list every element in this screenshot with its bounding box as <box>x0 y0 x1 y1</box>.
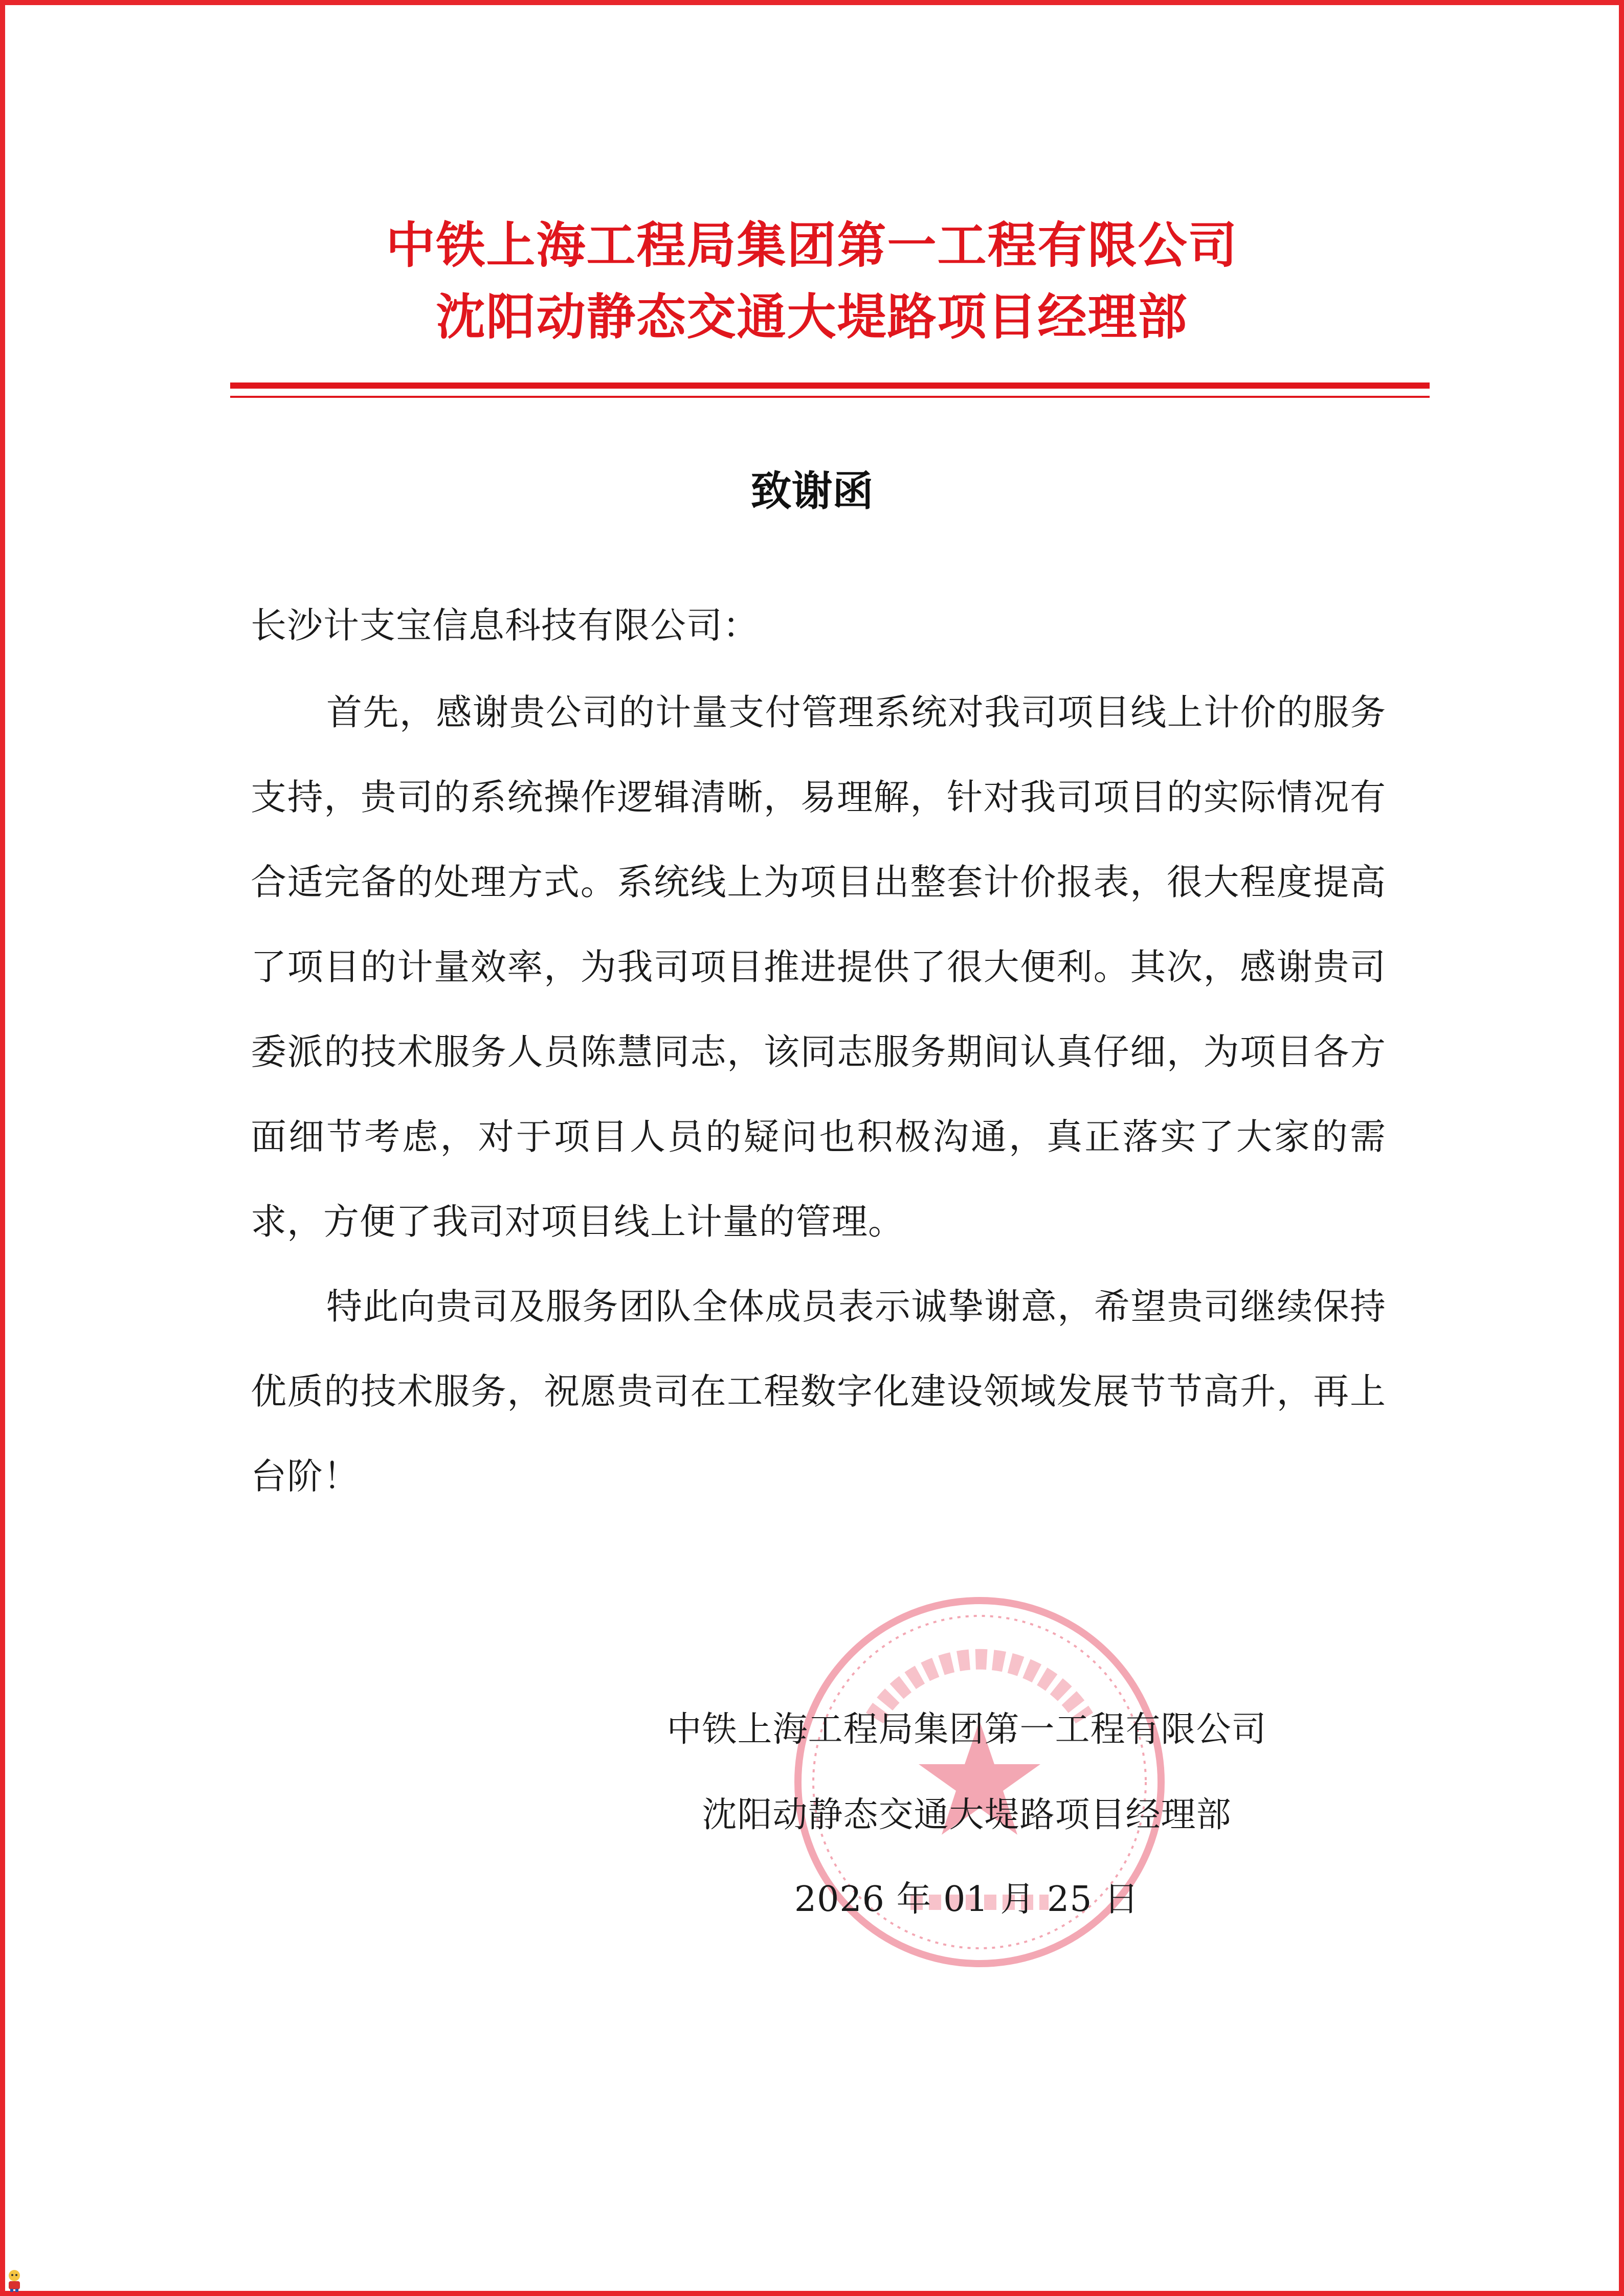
letterhead-divider-thin <box>230 396 1430 398</box>
date-year: 2026 <box>794 1879 885 1920</box>
letterhead-divider-thick <box>230 382 1430 389</box>
signature-date <box>588 1877 1345 1923</box>
date-month-unit: 月 <box>1000 1879 1036 1920</box>
body-paragraph-2: 特此向贵司及服务团队全体成员表示诚挚谢意，希望贵司继续保持优质的技术服务，祝愿贵司在工程数字化建设领域发展节节高升，再上台阶！ <box>251 1286 1386 1497</box>
date-day-unit: 日 <box>1104 1879 1140 1920</box>
letterhead-company: 中铁上海工程局集团第一工程有限公司 <box>386 216 1238 274</box>
date-day: 25 <box>1047 1879 1093 1920</box>
mascot-icon <box>4 2268 25 2292</box>
signature-department: 沈阳动静态交通大堤路项目经理部 <box>702 1795 1232 1835</box>
document-title: 致谢函 <box>750 467 874 515</box>
body-paragraph-1: 首先，感谢贵公司的计量支付管理系统对我司项目线上计价的服务支持，贵司的系统操作逻辑清晰，易理解，针对我司项目的实际情况有合适完备的处理方式。系统线上为项目出整套计价报表，很大程度提高了项目的计量效率，为我司项目推进提供了很大便利。其次，感谢贵司委派的技术服务人员陈慧同志，该同志服务期间认真仔细，为项目各方面细节考虑，对于项目人员的疑问也积极沟通，真正落实了大家的需求，方便了我司对项目线上计量的管理。 <box>251 691 1386 1243</box>
letterhead-department: 沈阳动静态交通大堤路项目经理部 <box>436 288 1188 346</box>
date-month: 01 <box>943 1879 989 1920</box>
salutation: 长沙计支宝信息科技有限公司： <box>251 604 759 646</box>
date-year-unit: 年 <box>896 1879 932 1920</box>
signature-company: 中铁上海工程局集团第一工程有限公司 <box>666 1709 1267 1750</box>
